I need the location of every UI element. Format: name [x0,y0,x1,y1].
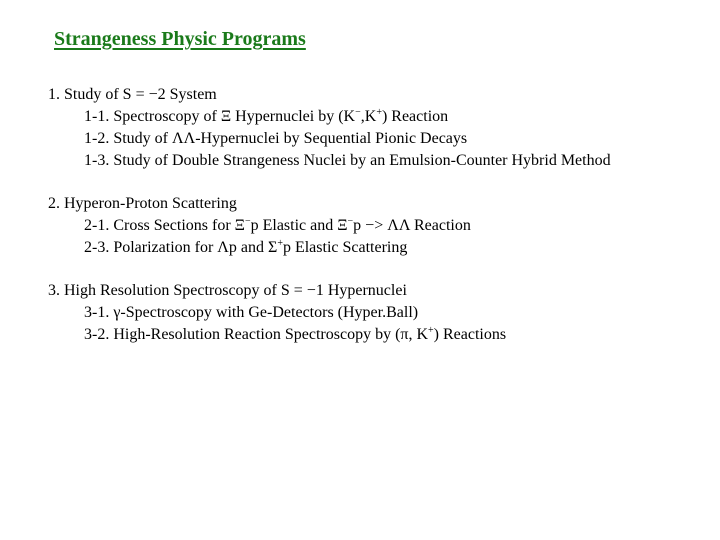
section-1-heading: 1. Study of S = −2 System [48,86,217,103]
section-2-heading: 2. Hyperon-Proton Scattering [48,195,237,212]
item-3-1: 3-1. γ-Spectroscopy with Ge-Detectors (Hyper.Ball) [84,304,419,321]
item-3-2: 3-2. High-Resolution Reaction Spectroscopy by (π, K+) Reactions [84,325,507,343]
page-title: Strangeness Physic Programs [54,28,306,50]
item-2-1: 2-1. Cross Sections for Ξ−p Elastic and Ξ−p −> ΛΛ Reaction [84,216,471,234]
item-1-3: 1-3. Study of Double Strangeness Nuclei by an Emulsion-Counter Hybrid Method [84,152,611,169]
section-3-heading: 3. High Resolution Spectroscopy of S = −1 Hypernuclei [48,282,407,299]
item-1-1: 1-1. Spectroscopy of Ξ Hypernuclei by (K−,K+) Reaction [84,107,449,125]
item-1-2: 1-2. Study of ΛΛ-Hypernuclei by Sequential Pionic Decays [84,130,468,147]
item-2-3: 2-3. Polarization for Λp and Σ+p Elastic Scattering [84,238,408,256]
